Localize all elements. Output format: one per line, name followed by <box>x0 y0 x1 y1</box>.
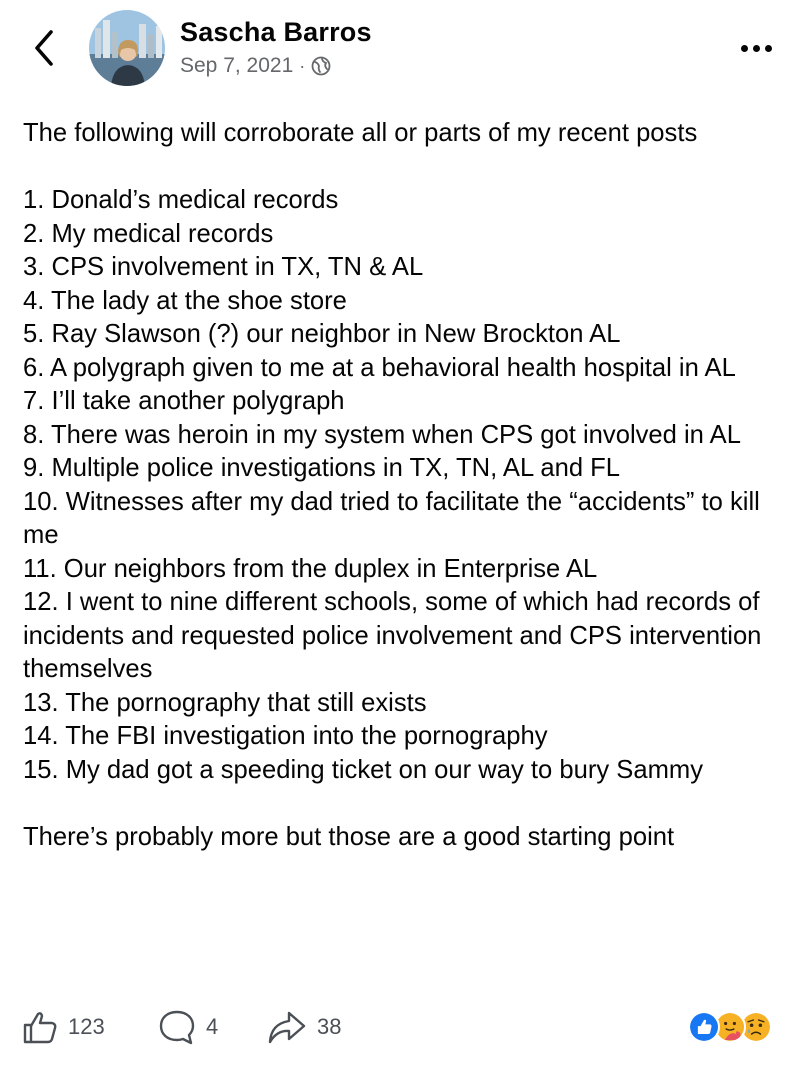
list-item: 5. Ray Slawson (?) our neighbor in New Brockton AL <box>23 320 621 348</box>
post-closing: There’s probably more but those are a good starting point <box>23 822 675 851</box>
back-button[interactable] <box>24 26 64 70</box>
more-dot-icon <box>741 45 748 52</box>
more-options-button[interactable] <box>734 36 778 60</box>
list-item: 7. I’ll take another polygraph <box>23 387 345 415</box>
paragraph-gap <box>23 787 783 821</box>
avatar-photo <box>89 10 165 86</box>
list-item: 13. The pornography that still exists <box>23 688 427 717</box>
share-button[interactable] <box>267 1005 341 1049</box>
reactions-summary[interactable] <box>688 1011 780 1047</box>
like-count: 123 <box>68 1014 105 1039</box>
more-dot-icon <box>765 45 772 52</box>
comment-count: 4 <box>206 1014 219 1039</box>
list-item: 8. There was heroin in my system when CPS got involved in AL <box>23 420 741 449</box>
post-meta <box>180 54 331 78</box>
paragraph-gap <box>23 151 783 185</box>
share-count: 38 <box>317 1014 342 1039</box>
chevron-left-icon <box>33 29 55 67</box>
list-item: 9. Multiple police investigations in TX, TN, AL and FL <box>23 454 621 482</box>
list-item: 4. The lady at the shoe store <box>23 286 347 315</box>
meta-separator: · <box>299 55 306 76</box>
globe-icon <box>311 56 331 76</box>
list-item: 12. I went to nine different schools, some of which had records of incidents and requested police involvement and CPS intervention themselves <box>23 588 769 683</box>
like-reaction-icon <box>688 1011 720 1043</box>
post-header <box>0 0 800 110</box>
list-item: 3. CPS involvement in TX, TN & AL <box>23 253 424 281</box>
list-item: 14. The FBI investigation into the pornography <box>23 722 548 750</box>
post-intro: The following will corroborate all or parts of my recent posts <box>23 119 698 147</box>
list-item: 6. A polygraph given to me at a behavioral health hospital in AL <box>23 353 736 382</box>
list-item: 2. My medical records <box>23 219 274 248</box>
share-icon <box>267 1009 307 1045</box>
comment-icon <box>158 1009 196 1045</box>
avatar[interactable] <box>89 10 165 86</box>
list-item: 10. Witnesses after my dad tried to facilitate the “accidents” to kill me <box>23 487 767 549</box>
post-text <box>23 117 783 854</box>
like-button[interactable] <box>22 1005 105 1049</box>
list-item: 1. Donald’s medical records <box>23 186 339 214</box>
post-actions-bar <box>0 1005 800 1049</box>
list-item: 15. My dad got a speeding ticket on our way to bury Sammy <box>23 755 704 784</box>
author-name[interactable]: Sascha Barros <box>180 17 372 47</box>
post-date[interactable]: Sep 7, 2021 <box>180 54 294 77</box>
list-item: 11. Our neighbors from the duplex in Enterprise AL <box>23 554 598 583</box>
thumbs-up-icon <box>22 1009 58 1045</box>
more-dot-icon <box>753 45 760 52</box>
comment-button[interactable] <box>158 1005 218 1049</box>
